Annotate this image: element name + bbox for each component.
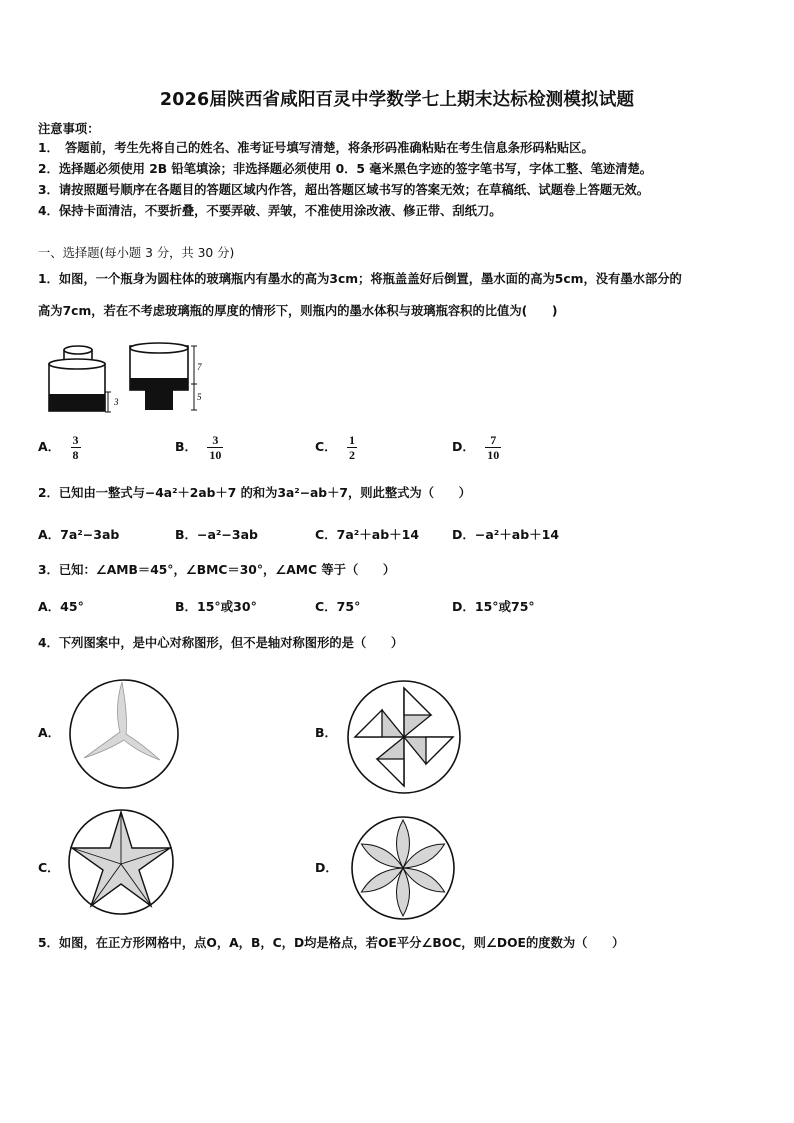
notice-item: 4．保持卡面清洁，不要折叠，不要弄破、弄皱，不准使用涂改液、修正带、刮纸刀。 [38,204,502,218]
option-a[interactable]: A． [38,725,61,740]
notice-item: 2．选择题必须使用 2B 铅笔填涂；非选择题必须使用 0．5 毫米黑色字迹的签字笔书写，字体工整、笔迹清楚。 [38,162,653,176]
question-5-stem: 5．如图，在正方形网格中，点O，A，B，C，D均是格点，若OE平分∠BOC，则∠DOE的度数为（ ） [38,936,625,950]
numerator: 3 [207,433,223,448]
denominator: 10 [209,448,222,462]
option-b[interactable]: B．15°或30° [175,599,257,614]
fraction [347,433,357,462]
numerator: 3 [72,433,79,447]
option-letter: A． [38,439,61,454]
denominator: 10 [487,448,500,462]
pattern-a-three-blade [64,678,184,790]
option-d[interactable] [452,433,501,462]
numerator: 7 [485,433,501,448]
option-b[interactable]: B． [315,725,338,740]
question-1-stem-line2: 高为7cm，若在不考虑玻璃瓶的厚度的情形下，则瓶内的墨水体积与玻璃瓶容积的比值为( ) [38,304,558,318]
pattern-d-flower [350,815,456,921]
option-a[interactable]: A．7a²−3ab [38,527,120,542]
option-letter: D． [452,439,475,454]
option-c[interactable] [315,433,357,462]
notice-heading: 注意事项： [38,122,100,136]
option-a[interactable]: A．45° [38,599,84,614]
bottle-figure [44,340,204,415]
notice-item: 1． 答题前，考生先将自己的姓名、准考证号填写清楚，将条形码准确粘贴在考生信息条形码粘贴区。 [38,141,594,155]
denominator: 2 [349,448,356,462]
option-c[interactable]: C．75° [315,599,361,614]
question-4-stem: 4．下列图案中，是中心对称图形，但不是轴对称图形的是（ ） [38,636,404,650]
fig-label-7: 7 [197,362,202,372]
question-2-stem: 2．已知由一整式与−4a²＋2ab＋7 的和为3a²−ab＋7，则此整式为（ ） [38,486,471,500]
fig-label-5: 5 [197,392,202,402]
question-3-stem: 3．已知：∠AMB＝45°，∠BMC＝30°，∠AMC 等于（ ） [38,563,396,577]
numerator: 1 [349,433,356,447]
option-b[interactable]: B．−a²−3ab [175,527,258,542]
fig-label-3: 3 [114,397,119,407]
denominator: 8 [72,448,79,462]
question-1-stem-line1: 1．如图，一个瓶身为圆柱体的玻璃瓶内有墨水的高为3cm；将瓶盖盖好后倒置，墨水面的高为5cm，没有墨水部分的 [38,272,682,286]
pattern-c-star [66,808,176,916]
option-c[interactable]: C． [38,860,60,875]
option-a[interactable] [38,433,81,462]
option-letter: B． [175,439,198,454]
option-d[interactable]: D．−a²＋ab＋14 [452,527,560,542]
option-d[interactable]: D． [315,860,338,875]
fraction [485,433,501,462]
page-title: 2026届陕西省咸阳百灵中学数学七上期末达标检测模拟试题 [159,90,635,110]
fraction [71,433,81,462]
option-c[interactable]: C．7a²＋ab＋14 [315,527,420,542]
option-letter: C． [315,439,337,454]
section-heading: 一、选择题(每小题 3 分，共 30 分) [38,246,235,260]
option-b[interactable] [175,433,223,462]
fraction [207,433,223,462]
option-d[interactable]: D．15°或75° [452,599,535,614]
pattern-b-pinwheel [345,678,463,796]
notice-item: 3．请按照题号顺序在各题目的答题区域内作答，超出答题区域书写的答案无效；在草稿纸、试题卷上答题无效。 [38,183,650,197]
